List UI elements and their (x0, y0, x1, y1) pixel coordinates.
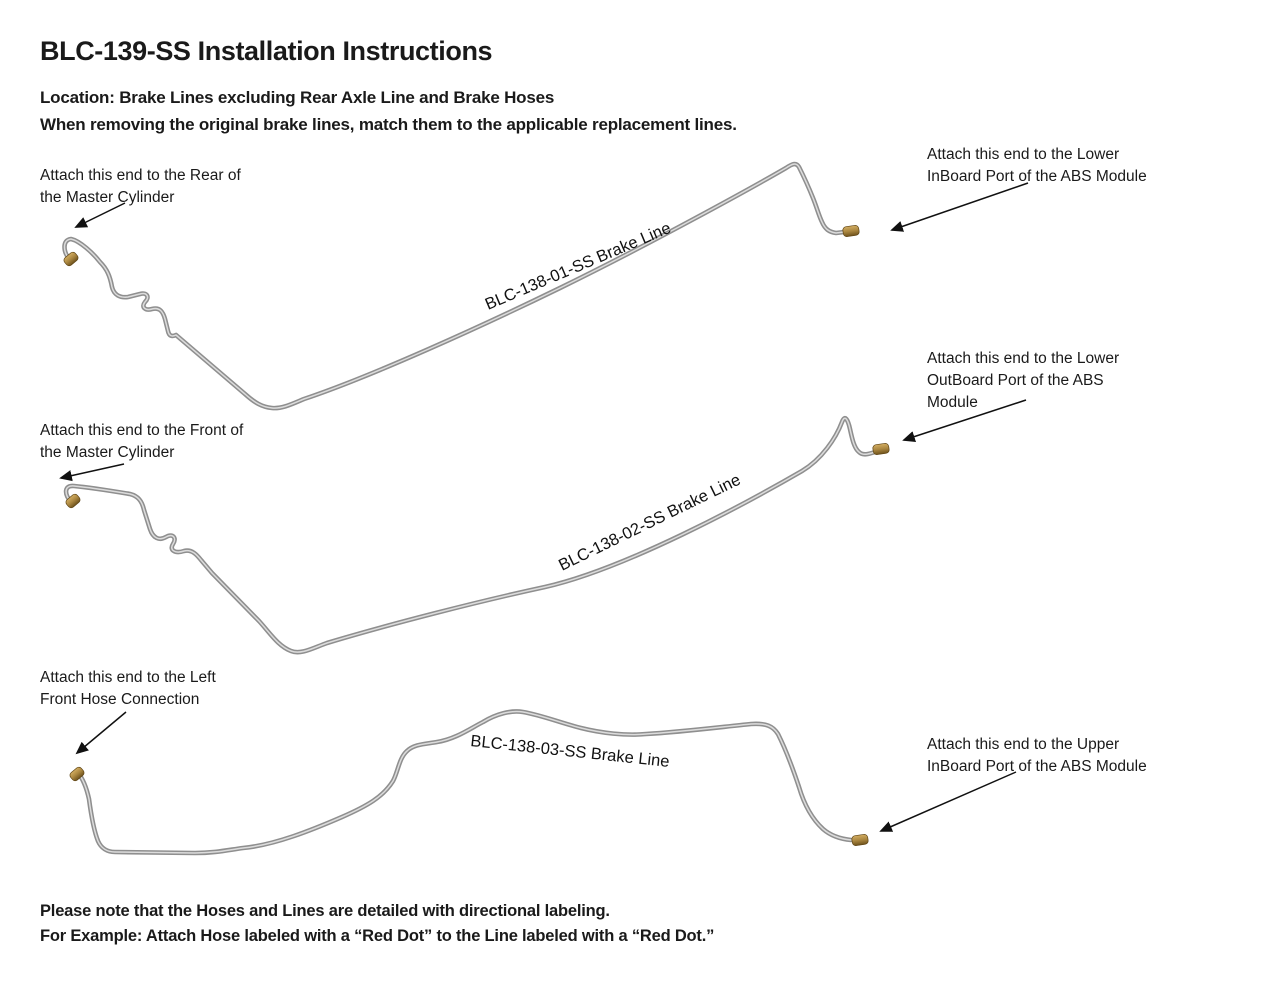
callout-text-line: OutBoard Port of the ABS (927, 372, 1104, 389)
brass-fitting-line1-right (842, 225, 859, 237)
arrow-left-front-hose (77, 712, 126, 753)
callout-text-line: Attach this end to the Upper (927, 736, 1120, 753)
arrow-front-master-cylinder (61, 464, 124, 478)
callout-text-line: Attach this end to the Lower (927, 350, 1120, 367)
brass-fitting-line3-right (851, 834, 868, 846)
callout-text-line: the Master Cylinder (40, 189, 175, 206)
callout-text-line: InBoard Port of the ABS Module (927, 168, 1147, 185)
callout-text-line: InBoard Port of the ABS Module (927, 758, 1147, 775)
callout-rear-master-cylinder (40, 165, 241, 209)
brass-fitting-line2-right (872, 443, 889, 455)
callout-text-line: Attach this end to the Left (40, 669, 216, 686)
callout-text-line: Module (927, 394, 978, 411)
location-line: Location: Brake Lines excluding Rear Axle Line and Brake Hoses (40, 88, 555, 107)
page-title: BLC-139-SS Installation Instructions (40, 36, 493, 66)
footer-note-line1: Please note that the Hoses and Lines are detailed with directional labeling. (40, 902, 610, 920)
brake-line-3-label: BLC-138-03-SS Brake Line (469, 732, 671, 771)
callout-text-line: Attach this end to the Rear of (40, 167, 241, 184)
callout-upper-inboard-abs (927, 734, 1147, 778)
arrow-lower-inboard-abs (892, 183, 1028, 230)
callout-text-line: the Master Cylinder (40, 444, 175, 461)
brake-line-3 (69, 711, 869, 853)
callout-lower-outboard-abs (927, 348, 1119, 414)
callout-lower-inboard-abs (927, 144, 1147, 188)
arrow-upper-inboard-abs (881, 772, 1016, 831)
instruction-line: When removing the original brake lines, match them to the applicable replacement lines. (40, 115, 737, 134)
brake-line-3-highlight (78, 711, 851, 853)
brake-line-1-label: BLC-138-01-SS Brake Line (482, 218, 674, 314)
callout-text-line: Attach this end to the Front of (40, 422, 244, 439)
callout-text-line: Attach this end to the Lower (927, 146, 1120, 163)
brake-line-2-label: BLC-138-02-SS Brake Line (555, 470, 744, 575)
callout-left-front-hose (40, 667, 216, 711)
footer-note-line2: For Example: Attach Hose labeled with a “Red Dot” to the Line labeled with a “Red Dot.” (40, 927, 715, 945)
callout-front-master-cylinder (40, 420, 243, 464)
callout-text-line: Front Hose Connection (40, 691, 200, 708)
